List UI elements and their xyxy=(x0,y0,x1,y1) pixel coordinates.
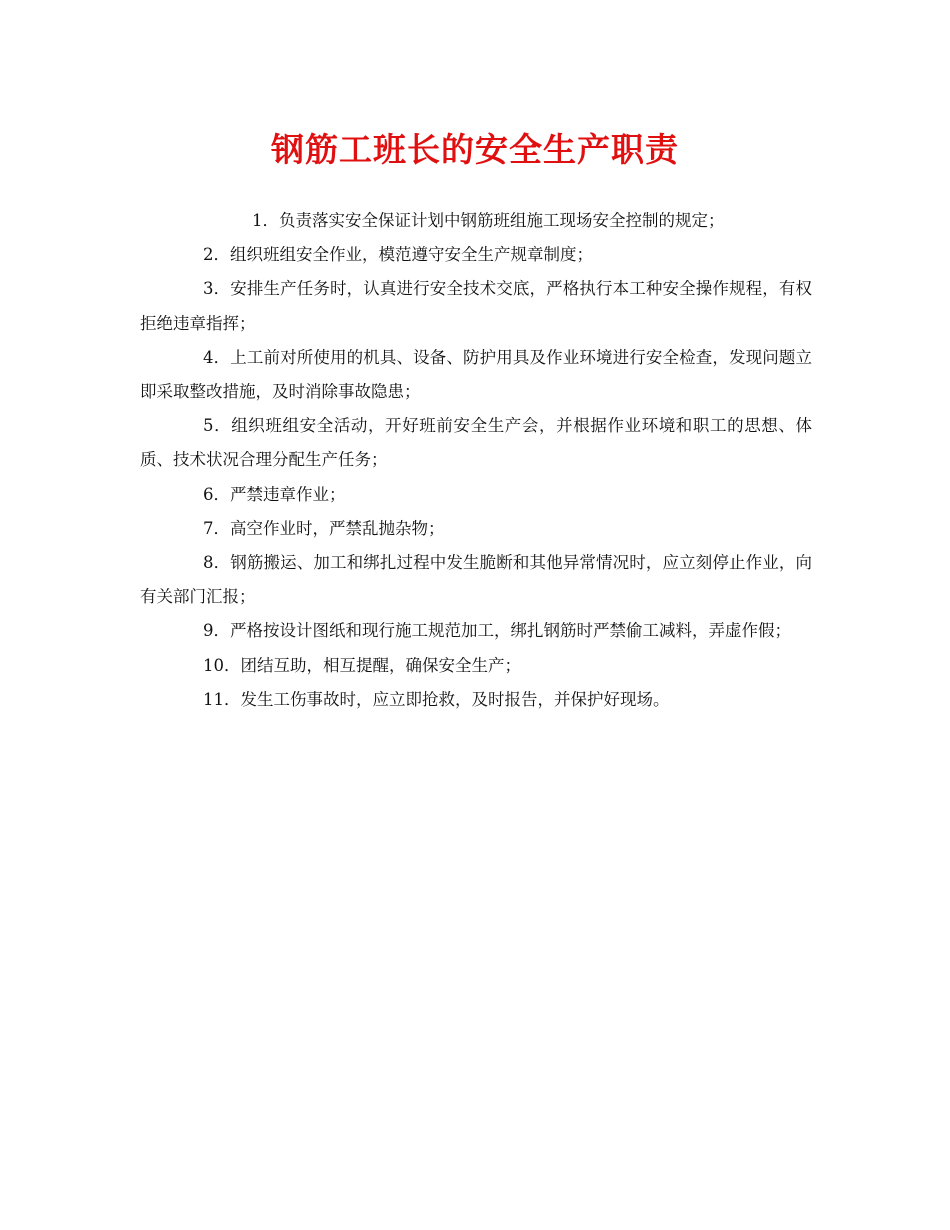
paragraph-2: 2．组织班组安全作业，模范遵守安全生产规章制度； xyxy=(203,245,593,265)
paragraph-10: 10．团结互助，相互提醒，确保安全生产； xyxy=(203,655,521,675)
paragraph-5: 5．组织班组安全活动，开好班前安全生产会，并根据作业环境和职工的思想、体质、技术状况合理分配生产任务； xyxy=(140,416,812,470)
paragraph-7: 7．高空作业时，严禁乱抛杂物； xyxy=(203,518,445,538)
paragraph-6: 6．严禁违章作业； xyxy=(203,484,346,504)
paragraph-9: 9．严格按设计图纸和现行施工规范加工，绑扎钢筋时严禁偷工减料，弄虚作假； xyxy=(203,621,791,641)
document-body xyxy=(140,204,812,717)
paragraph-1: 1．负责落实安全保证计划中钢筋班组施工现场安全控制的规定； xyxy=(252,211,725,230)
paragraph-8: 8．钢筋搬运、加工和绑扎过程中发生脆断和其他异常情况时，应立刻停止作业，向有关部门汇报； xyxy=(140,553,812,607)
paragraph-3: 3．安排生产任务时，认真进行安全技术交底，严格执行本工种安全操作规程，有权拒绝违章指挥； xyxy=(140,279,812,333)
document-title: 钢筋工班长的安全生产职责 xyxy=(271,130,679,169)
paragraph-11: 11．发生工伤事故时，应立即抢救，及时报告，并保护好现场。 xyxy=(203,689,670,709)
paragraph-4: 4．上工前对所使用的机具、设备、防护用具及作业环境进行安全检查，发现问题立即采取整改措施，及时消除事故隐患； xyxy=(140,347,812,402)
